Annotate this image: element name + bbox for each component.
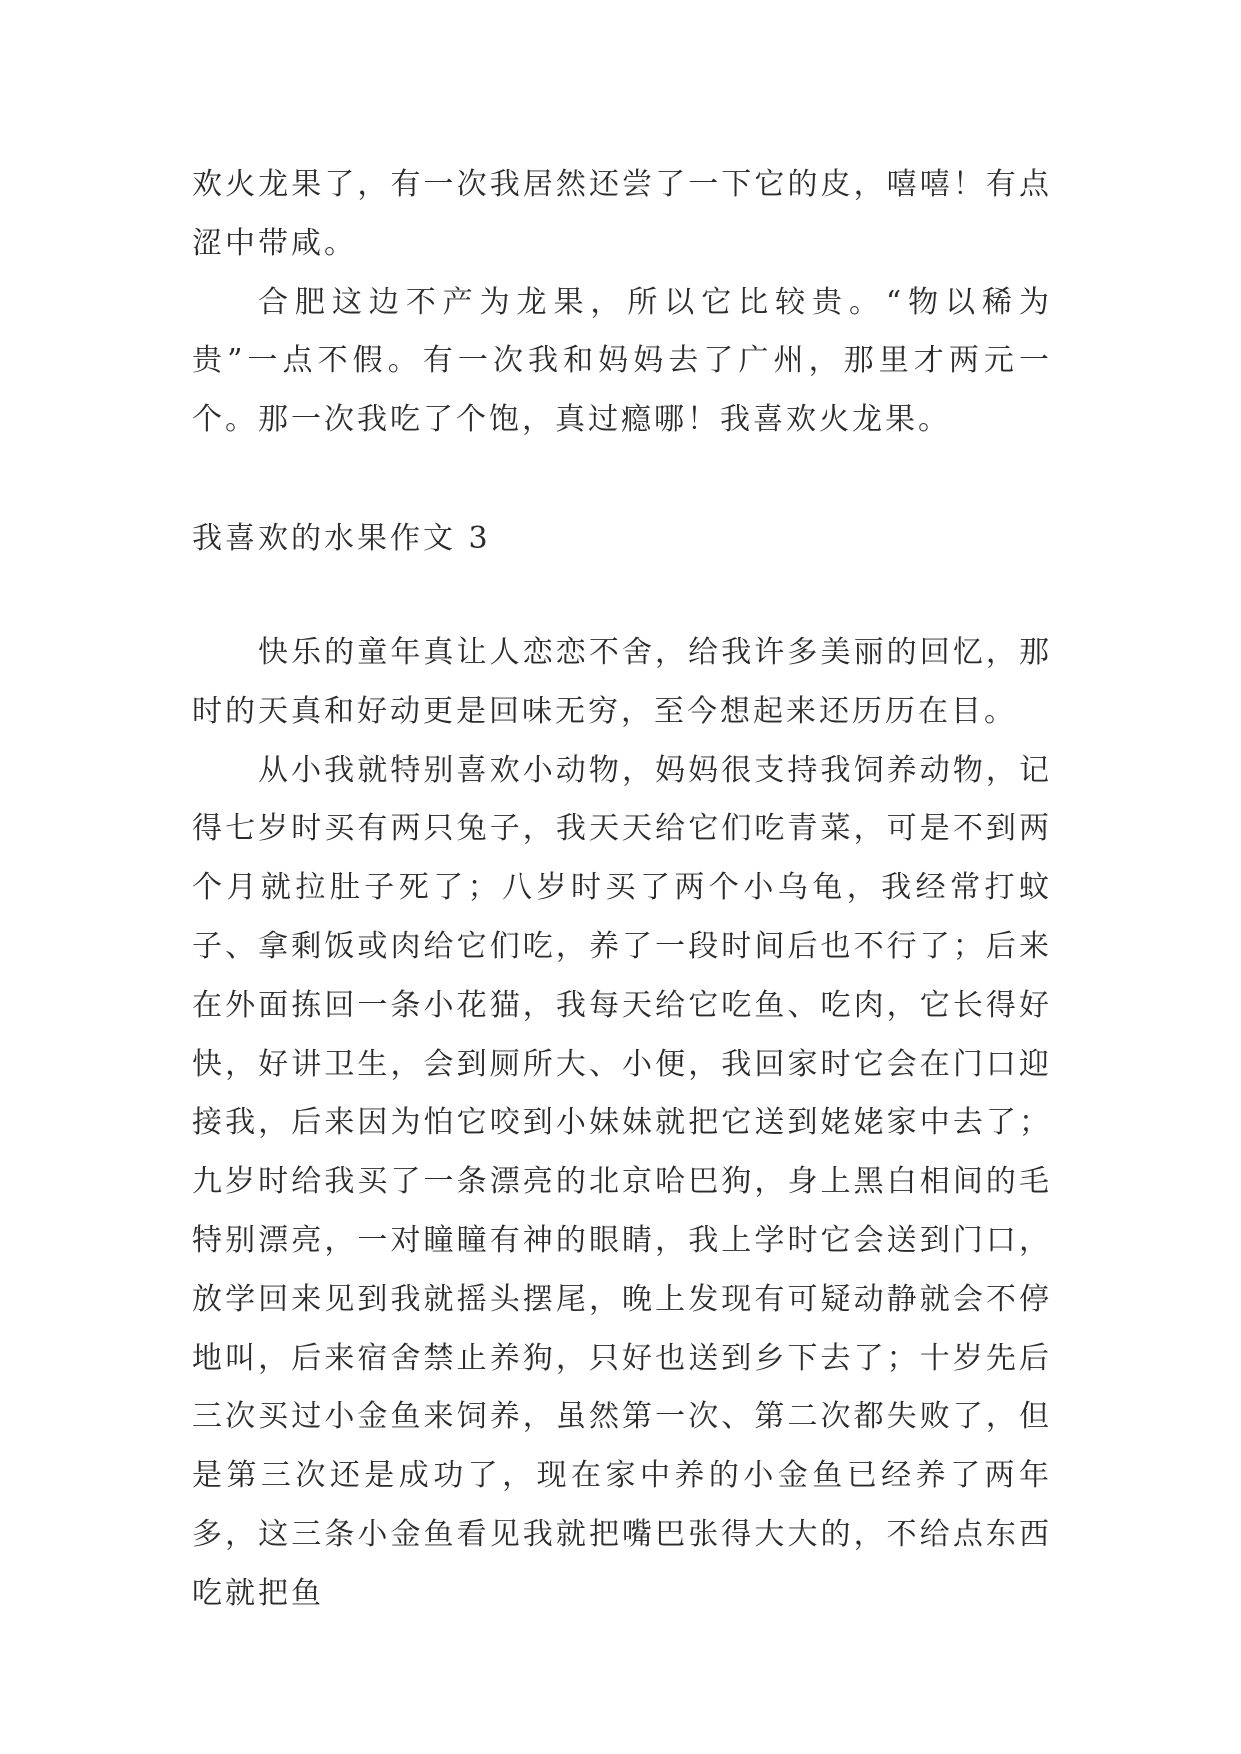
section-heading: 我喜欢的水果作文 3 xyxy=(192,521,491,556)
paragraph-hefei: 合肥这边不产为龙果，所以它比较贵。“物以稀为贵”一点不假。有一次我和妈妈去了广州，那里才两元一个。那一次我吃了个饱，真过瘾哪！我喜欢火龙果。 xyxy=(192,284,1052,438)
paragraph-animals: 从小我就特别喜欢小动物，妈妈很支持我饲养动物，记得七岁时买有两只兔子，我天天给它们吃青菜，可是不到两个月就拉肚子死了；八岁时买了两个小乌龟，我经常打蚊子、拿剩饭或肉给它们吃，养了一段时间后也不行了；后来在外面拣回一条小花猫，我每天给它吃鱼、吃肉，它长得好快，好讲卫生，会到厕所大、小便，我回家时它会在门口迎接我，后来因为怕它咬到小妹妹就把它送到姥姥家中去了；九岁时给我买了一条漂亮的北京哈巴狗，身上黑白相间的毛特别漂亮，一对瞳瞳有神的眼睛，我上学时它会送到门口，放学回来见到我就摇头摆尾，晚上发现有可疑动静就会不停地叫，后来宿舍禁止养狗，只好也送到乡下去了；十岁先后三次买过小金鱼来饲养，虽然第一次、第二次都失败了，但是第三次还是成功了，现在家中养的小金鱼已经养了两年多，这三条小金鱼看见我就把嘴巴张得大大的，不给点东西吃就把鱼 xyxy=(192,752,1052,1611)
paragraph-childhood: 快乐的童年真让人恋恋不舍，给我许多美丽的回忆，那时的天真和好动更是回味无穷，至今想起来还历历在目。 xyxy=(192,635,1052,729)
paragraph-continued: 欢火龙果了，有一次我居然还尝了一下它的皮，嘻嘻！有点涩中带咸。 xyxy=(192,167,1052,261)
text-block-bottom xyxy=(192,624,1052,1624)
text-block-top xyxy=(192,156,1052,450)
